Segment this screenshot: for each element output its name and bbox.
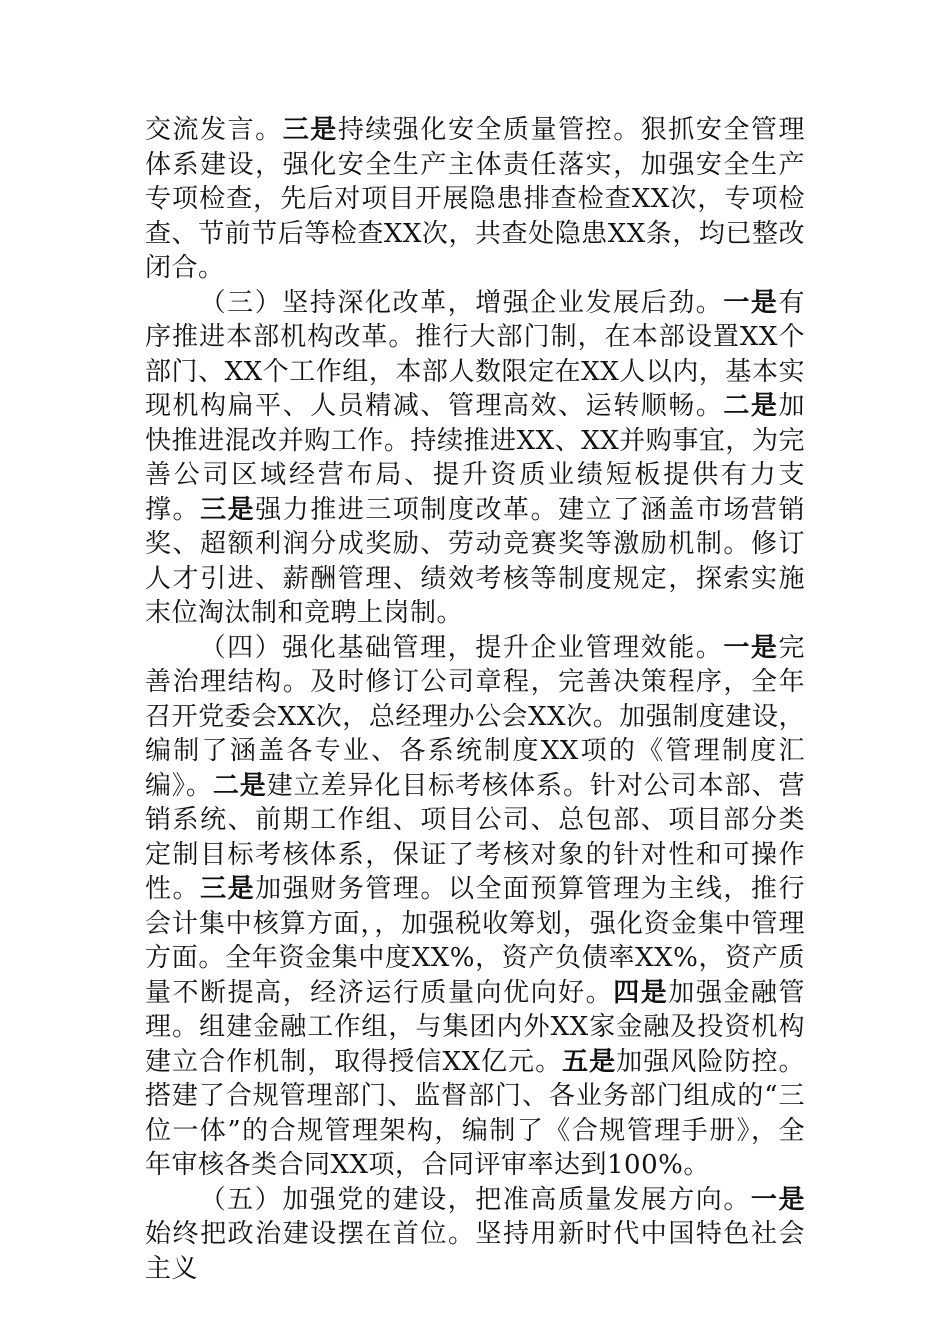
document-body: [145, 113, 805, 1286]
text-run: 交流发言。: [145, 115, 283, 145]
text-run: 完善治理结构。及时修订公司章程，完善决策程序，全年召开党委会XX次，总经理办公会XX次。加强制度建设，编制了涵盖各专业、各系统制度XX项的《管理制度汇编》。: [145, 632, 805, 801]
paragraph-party-building: [145, 1183, 805, 1287]
text-run: 加强风险防控。搭建了合规管理部门、监督部门、各业务部门组成的“三位一体”的合规管理架构，编制了《合规管理手册》，全年审核各类合同XX项，合同评审率达到100%。: [145, 1046, 805, 1180]
enumeration-marker: 三是: [200, 494, 256, 525]
enumeration-marker: 三是: [282, 115, 338, 145]
text-run: 建立差异化目标考核体系。针对公司本部、营销系统、前期工作组、项目公司、总包部、项目部分类定制目标考核体系，保证了考核对象的针对性和可操作性。: [145, 770, 805, 904]
text-run: 始终把政治建设摆在首位。坚持用新时代中国特色社会主义: [145, 1219, 805, 1284]
text-run: 强力推进三项制度改革。建立了涵盖市场营销奖、超额利润分成奖励、劳动竞赛奖等激励机制。修订人才引进、薪酬管理、绩效考核等制度规定，探索实施末位淘汰制和竞聘上岗制。: [145, 494, 805, 628]
paragraph-reform: [145, 286, 805, 631]
enumeration-marker: 一是: [723, 287, 779, 318]
enumeration-marker: 一是: [750, 1184, 805, 1215]
paragraph-management: [145, 631, 805, 1183]
text-run: 加快推进混改并购工作。持续推进XX、XX并购事宜，为完善公司区域经营布局、提升资质业绩短板提供有力支撑。: [145, 391, 805, 525]
enumeration-marker: 一是: [723, 632, 779, 663]
section-heading: （三）坚持深化改革，增强企业发展后劲。: [199, 287, 724, 318]
enumeration-marker: 二是: [723, 391, 779, 421]
enumeration-marker: 二是: [212, 770, 267, 801]
enumeration-marker: 三是: [200, 874, 256, 904]
text-run: 持续强化安全质量管控。狠抓安全管理体系建设，强化安全生产主体责任落实，加强安全生产专项检查，先后对项目开展隐患排查检查XX次，专项检查、节前节后等检查XX次，共查处隐患XX条，均已整改闭合。: [145, 115, 805, 283]
text-run: 加强金融管理。组建金融工作组，与集团内外XX家金融及投资机构建立合作机制，取得授信XX亿元。: [145, 977, 805, 1077]
paragraph-safety: [145, 113, 805, 286]
text-run: 加强财务管理。以全面预算管理为主线，推行会计集中核算方面，，加强税收筹划，强化资金集中管理方面。全年资金集中度XX%，资产负债率XX%，资产质量不断提高，经济运行质量向优向好。: [145, 874, 805, 1008]
text-run: 有序推进本部机构改革。推行大部门制，在本部设置XX个部门、XX个工作组，本部人数限定在XX人以内，基本实现机构扁平、人员精减、管理高效、运转顺畅。: [145, 287, 805, 421]
enumeration-marker: 五是: [562, 1046, 617, 1077]
section-heading: （四）强化基础管理，提升企业管理效能。: [199, 632, 724, 663]
section-heading: （五）加强党的建设，把准高质量发展方向。: [199, 1184, 751, 1215]
enumeration-marker: 四是: [613, 977, 669, 1008]
